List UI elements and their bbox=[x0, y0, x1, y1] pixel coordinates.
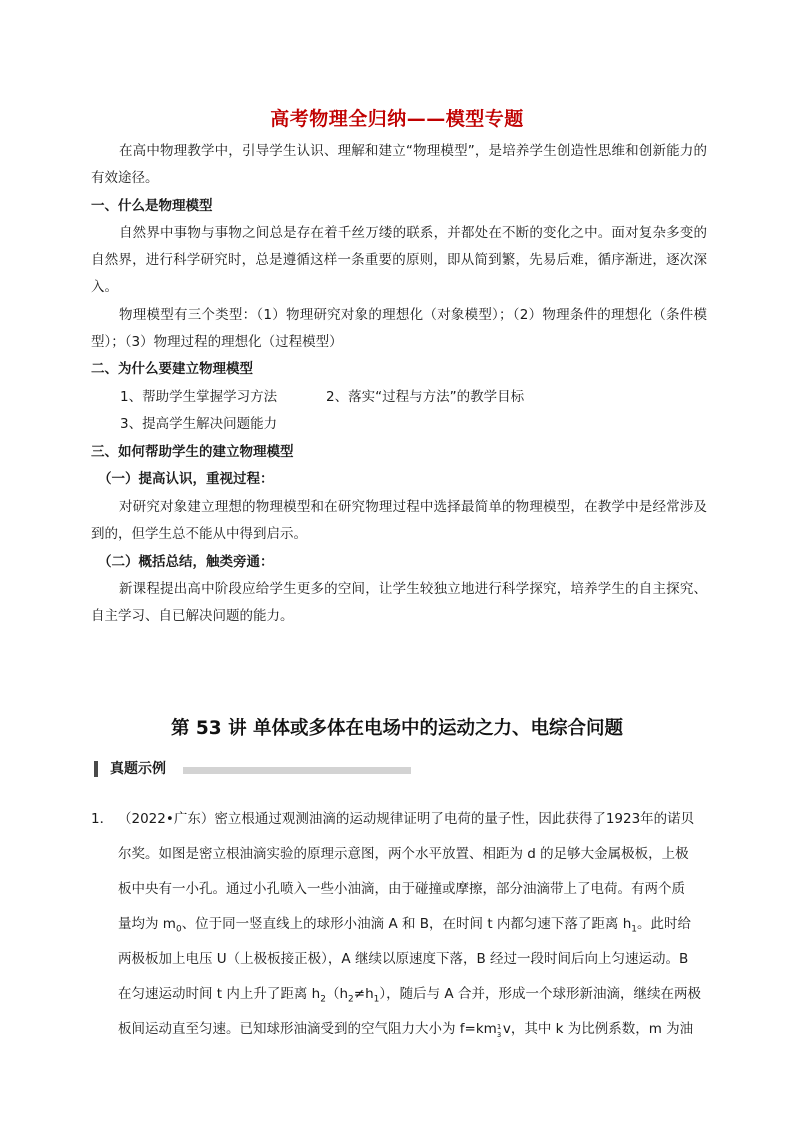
q6-part-c: ≠h bbox=[353, 986, 374, 1002]
section-marker-bar bbox=[94, 761, 98, 777]
question-number: 1． bbox=[91, 811, 114, 827]
section-underline bbox=[183, 767, 411, 774]
section-2-item-2: 2、落实“过程与方法”的教学目标 bbox=[326, 389, 525, 405]
section-2-item-1: 1、帮助学生掌握学习方法 bbox=[120, 389, 278, 405]
q4-part-b: 、位于同一竖直线上的球形小油滴 A 和 B，在时间 t 内都匀速下落了距离 h bbox=[181, 916, 632, 932]
q4-part-c: 。此时给 bbox=[637, 916, 692, 932]
q6-part-a: 在匀速运动时间 t 内上升了距离 h bbox=[118, 986, 321, 1002]
intro-paragraph: 在高中物理教学中，引导学生认识、理解和建立“物理模型”，是培养学生创造性思维和创新能力的有效途径。 bbox=[91, 143, 707, 186]
question-line-1: （2022•广东）密立根通过观测油滴的运动规律证明了电荷的量子性，因此获得了1923年的诺贝 bbox=[118, 811, 695, 827]
section-3-heading: 三、如何帮助学生的建立物理模型 bbox=[91, 444, 294, 460]
document-title: 高考物理全归纳——模型专题 bbox=[270, 108, 524, 130]
section-2-item-3: 3、提高学生解决问题能力 bbox=[120, 416, 278, 432]
section-1-heading: 一、什么是物理模型 bbox=[91, 198, 213, 214]
section-1-paragraph-2: 物理模型有三个类型：（1）物理研究对象的理想化（对象模型）；（2）物理条件的理想化（条件模型）；（3）物理过程的理想化（过程模型） bbox=[91, 307, 707, 350]
question-line-2: 尔奖。如图是密立根油滴实验的原理示意图，两个水平放置、相距为 d 的足够大金属极板，上极 bbox=[118, 846, 689, 862]
section-3-sub-1-text: 对研究对象建立理想的物理模型和在研究物理过程中选择最简单的物理模型，在教学中是经常涉及到的，但学生总不能从中得到启示。 bbox=[91, 499, 707, 542]
q6-sub-2b: 2 bbox=[348, 994, 354, 1005]
q6-part-b: （h bbox=[325, 986, 349, 1002]
q7-part-a: 板间运动直至匀速。已知球形油滴受到的空气阻力大小为 f=km bbox=[118, 1021, 497, 1037]
q6-sub-2a: 2 bbox=[320, 994, 326, 1005]
q6-sub-1: 1 bbox=[373, 994, 380, 1005]
q4-part-a: 量均为 m bbox=[118, 916, 176, 932]
section-2-heading: 二、为什么要建立物理模型 bbox=[91, 361, 253, 377]
section-3-sub-1-heading: （一）提高认识，重视过程： bbox=[98, 471, 274, 487]
section-3-sub-2-text: 新课程提出高中阶段应给学生更多的空间，让学生较独立地进行科学探究，培养学生的自主探究、自主学习、自已解决问题的能力。 bbox=[91, 581, 707, 624]
question-line-7 bbox=[118, 1012, 708, 1047]
section-3-sub-2-heading: （二）概括总结，触类旁通： bbox=[98, 554, 274, 570]
q7-part-b: v，其中 k 为比例系数，m 为油 bbox=[502, 1021, 694, 1037]
question-line-3: 板中央有一小孔。通过小孔喷入一些小油滴，由于碰撞或摩擦，部分油滴带上了电荷。有两个质 bbox=[118, 881, 685, 897]
question-line-5: 两极板加上电压 U（上极板接正极），A 继续以原速度下落，B 经过一段时间后向上匀速运动。B bbox=[118, 951, 689, 967]
exponent-numerator: 1 bbox=[496, 1023, 502, 1031]
section-1-paragraph-1: 自然界中事物与事物之间总是存在着千丝万缕的联系，并都处在不断的变化之中。面对复杂多变的自然界，进行科学研究时，总是遵循这样一条重要的原则，即从简到繁，先易后难，循序渐进，逐次深入。 bbox=[91, 225, 707, 295]
q4-sub-1: 1 bbox=[631, 924, 638, 935]
lecture-title: 第 53 讲 单体或多体在电场中的运动之力、电综合问题 bbox=[170, 718, 624, 739]
q6-part-d: ），随后与 A 合并，形成一个球形新油滴，继续在两极 bbox=[379, 986, 701, 1002]
section-label: 真题示例 bbox=[110, 761, 166, 777]
exponent-denominator: 3 bbox=[496, 1031, 502, 1039]
q4-sub-0: 0 bbox=[175, 924, 182, 935]
